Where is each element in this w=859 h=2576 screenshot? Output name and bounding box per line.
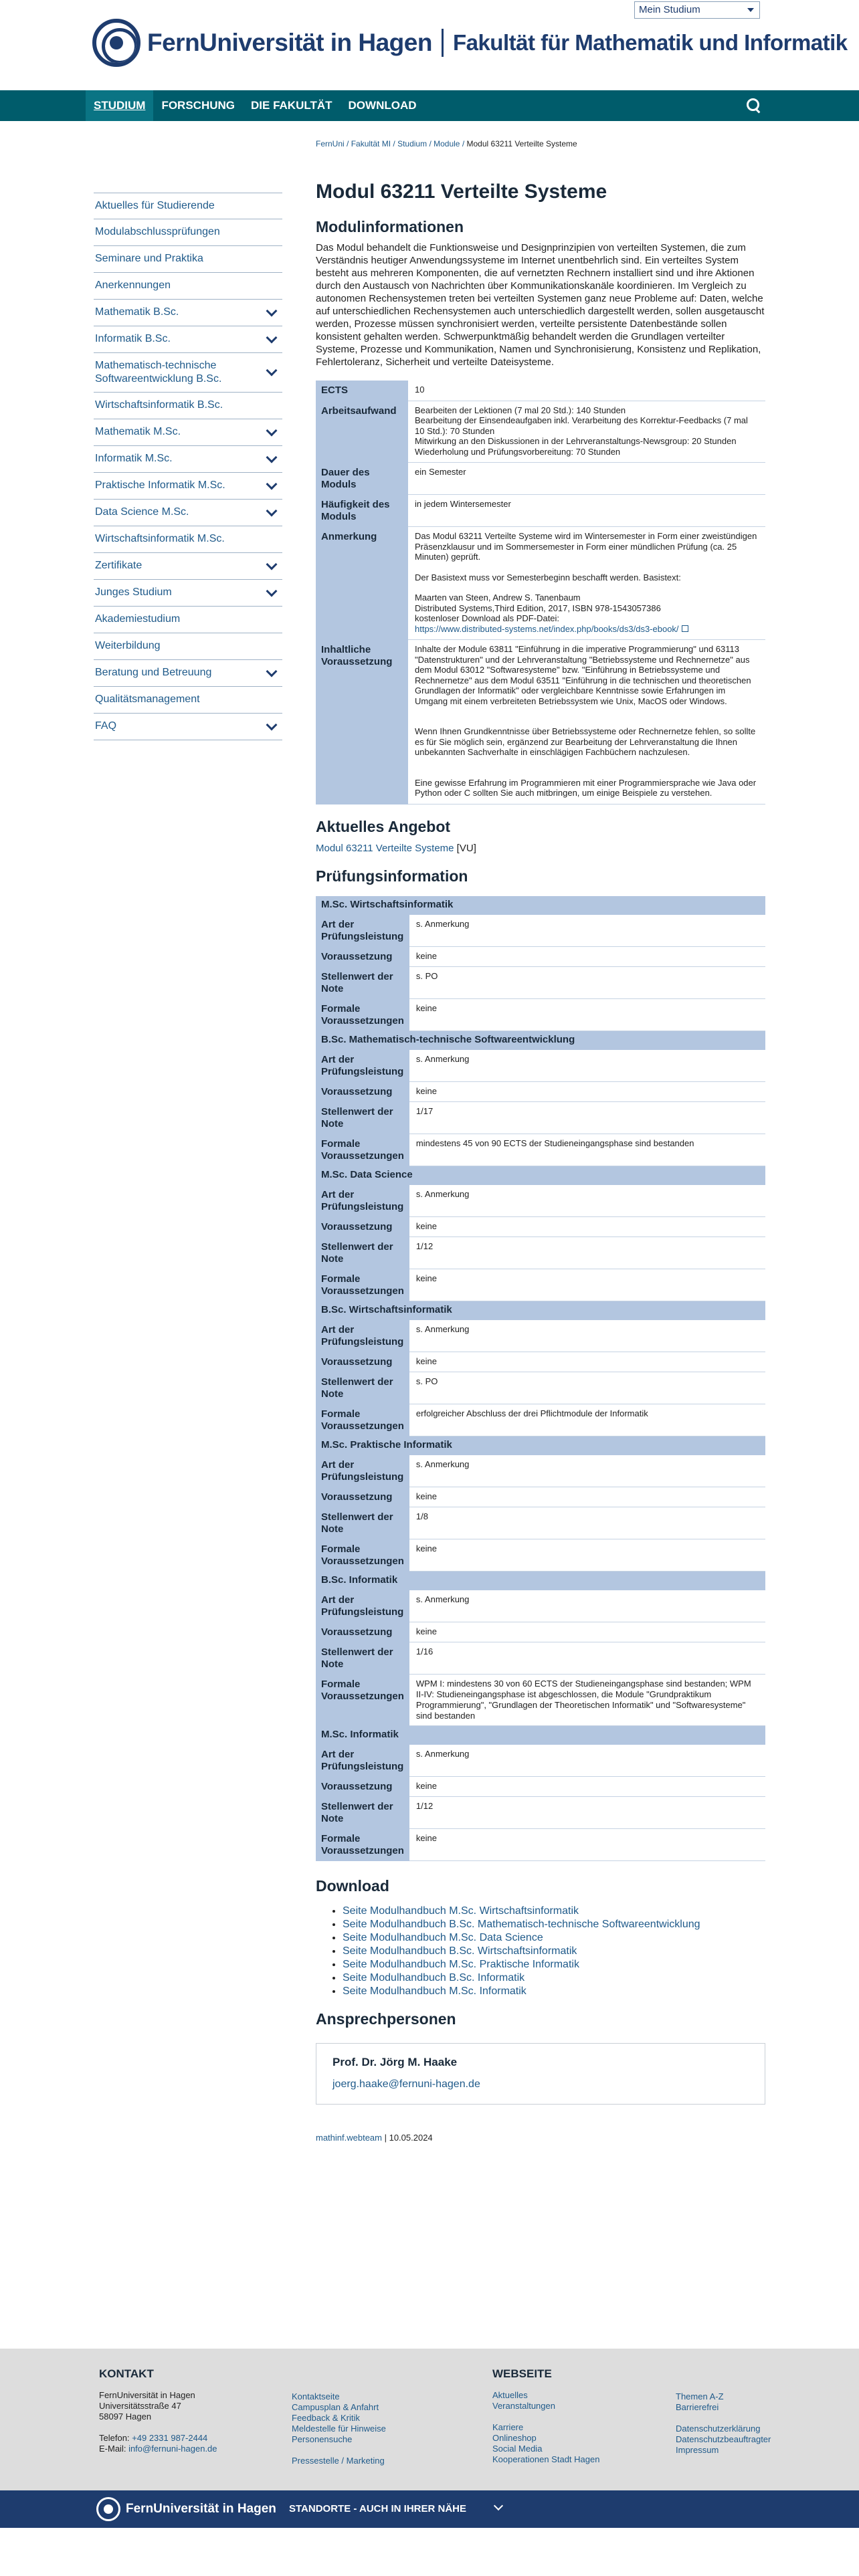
table-row — [316, 1829, 765, 1861]
footer-link[interactable]: Impressum — [676, 2445, 719, 2455]
breadcrumb-studium[interactable]: Studium — [397, 139, 427, 148]
footer-link[interactable]: Datenschutzbeauftragter — [676, 2434, 771, 2444]
aufwand-line: Bearbeitung der Einsendeaufgaben inkl. Verarbeitung des Korrektur-Feedbacks (7 mal 10 Std.): 70 Stunden — [415, 415, 748, 436]
art-value: s. Anmerkung — [409, 1050, 765, 1082]
bottom-logo-text: FernUniversität in Hagen — [126, 2502, 276, 2516]
sidebar-navigation — [94, 193, 282, 740]
anmerkung-text: Der Basistext muss vor Semesterbeginn beschafft werden. Basistext: — [415, 572, 681, 582]
footer-email-link[interactable]: info@fernuni-hagen.de — [128, 2444, 217, 2454]
address-line: FernUniversität in Hagen — [99, 2390, 195, 2400]
sidebar-item[interactable] — [94, 393, 282, 419]
aufwand-line: Wiederholung und Prüfungsvorbereitung: 70 Stunden — [415, 446, 621, 457]
sidebar-item[interactable] — [94, 473, 282, 500]
formale-value: WPM I: mindestens 30 von 60 ECTS der Studieneingangsphase sind bestanden; WPM II-IV: Studieneingangsphase ist abgeschlossen, die Module "Grundpraktikum Programmierung", "Grundlagen der Theoretischen Informatik" und "Softwaresysteme" sind bestanden — [409, 1675, 765, 1726]
list-item — [343, 1985, 765, 1998]
sidebar-item-label: Weiterbildung — [95, 640, 161, 651]
breadcrumb-current: Modul 63211 Verteilte Systeme — [466, 139, 577, 148]
footer-link[interactable]: Feedback & Kritik — [292, 2413, 360, 2423]
footer-webseite — [492, 2369, 653, 2465]
chevron-down-icon[interactable] — [266, 558, 278, 570]
voraussetzung-text: Inhalte der Module 63811 "Einführung in die imperative Programmierung" und 63113 "Datenstrukturen" und der Lehrveranstaltung "Betriebssysteme und Rechnernetze" aus dem Modul 63012 "Softwaresysteme" bzw. "Einführung in Betriebssysteme und Rechnernetze" aus dem Modul 63511 "Einführung in die technischen und theoretischen Grundlagen der Informatik" oder vergleichbare Kenntnisse sowie Erfahrungen im Umgang mit einem verbreiteten Betriebssystem wie Unix, MacOS oder Windows. — [415, 644, 751, 706]
formale-label: Formale Voraussetzungen — [316, 1134, 409, 1166]
dauer-value: ein Semester — [408, 463, 765, 495]
sidebar-item-label: Data Science M.Sc. — [95, 506, 189, 518]
sidebar-item[interactable] — [94, 500, 282, 526]
footer-link[interactable]: Personensuche — [292, 2434, 353, 2444]
footer-links-1 — [292, 2391, 425, 2466]
sidebar-item[interactable] — [94, 300, 282, 326]
haeufigkeit-label: Häufigkeit des Moduls — [316, 495, 408, 527]
voraussetzung-value: keine — [409, 1487, 765, 1507]
voraussetzung-label: Voraussetzung — [316, 947, 409, 967]
sidebar-item-label: Seminare und Praktika — [95, 253, 203, 264]
table-row — [316, 1642, 765, 1675]
voraussetzung-value: keine — [409, 1217, 765, 1237]
program-header: M.Sc. Wirtschaftsinformatik — [316, 896, 765, 915]
contact-card — [316, 2043, 765, 2105]
download-heading: Download — [316, 1877, 389, 1895]
footer-kontakt-heading: KONTAKT — [99, 2367, 154, 2380]
voraussetzung-value — [408, 640, 765, 804]
nav-studium[interactable]: STUDIUM — [86, 90, 153, 121]
art-value: s. Anmerkung — [409, 1320, 765, 1352]
page-title: Modul 63211 Verteilte Systeme — [316, 181, 607, 203]
book-line: Distributed Systems,Third Edition, 2017, ISBN 978-1543057386 — [415, 603, 661, 613]
footer-webseite-heading: WEBSEITE — [492, 2367, 552, 2380]
stellenwert-value: 1/12 — [409, 1237, 765, 1269]
footer-link[interactable]: Datenschutzerklärung — [676, 2424, 761, 2434]
art-value: s. Anmerkung — [409, 1185, 765, 1217]
voraussetzung-text: Wenn Ihnen Grundkenntnisse über Betriebssysteme oder Rechnernetze fehlen, so sollte es für Sie möglich sein, ergänzend zur Bearbeitung der Lehrveranstaltung die Ihnen unbekannten Sachverhalte in einschlägigen Fachbüchern nachzulesen. — [415, 726, 756, 757]
stellenwert-value: 1/8 — [409, 1507, 765, 1539]
chevron-down-icon[interactable] — [266, 425, 278, 436]
last-updated: | 10.05.2024 — [382, 2133, 433, 2143]
art-label: Art der Prüfungsleistung — [316, 1185, 409, 1217]
stellenwert-label: Stellenwert der Note — [316, 1797, 409, 1829]
formale-label: Formale Voraussetzungen — [316, 999, 409, 1031]
book-line: Maarten van Steen, Andrew S. Tanenbaum — [415, 593, 581, 603]
sidebar-item[interactable] — [94, 714, 282, 740]
site-header — [0, 0, 859, 90]
art-label: Art der Prüfungsleistung — [316, 1455, 409, 1487]
art-label: Art der Prüfungsleistung — [316, 1050, 409, 1082]
table-row — [316, 1185, 765, 1217]
footer-link[interactable]: Barrierefrei — [676, 2402, 719, 2412]
sidebar-item[interactable] — [94, 580, 282, 607]
email-line — [99, 2444, 273, 2454]
sidebar-item[interactable] — [94, 553, 282, 580]
voraussetzung-text: Eine gewisse Erfahrung im Programmieren mit einer Programmiersprache wie Java oder Python oder C sollten Sie auch mitbringen, um einige Beispiele zu verstehen. — [415, 777, 757, 798]
footer-kontakt — [99, 2369, 273, 2454]
sidebar-item[interactable] — [94, 633, 282, 660]
table-row — [316, 1320, 765, 1352]
mein-studium-select[interactable] — [634, 1, 760, 19]
main-content — [316, 139, 765, 2143]
formale-value: keine — [409, 1829, 765, 1861]
university-logo[interactable] — [92, 19, 848, 67]
haeufigkeit-value: in jedem Wintersemester — [408, 495, 765, 527]
search-icon[interactable] — [747, 98, 761, 113]
program-header: B.Sc. Mathematisch-technische Softwareentwicklung — [316, 1031, 765, 1050]
footer-link[interactable]: Social Media — [492, 2444, 543, 2454]
list-item — [343, 1931, 765, 1945]
breadcrumb-sep: / — [391, 139, 398, 148]
stellenwert-label: Stellenwert der Note — [316, 1102, 409, 1134]
art-value: s. Anmerkung — [409, 915, 765, 947]
voraussetzung-label: Voraussetzung — [316, 1622, 409, 1642]
sidebar-item-label: Qualitätsmanagement — [95, 693, 200, 705]
sidebar-item[interactable] — [94, 526, 282, 553]
chevron-down-icon[interactable] — [266, 451, 278, 463]
stellenwert-value: 1/17 — [409, 1102, 765, 1134]
sidebar-item-label: Mathematik M.Sc. — [95, 426, 181, 437]
footer-link[interactable]: Veranstaltungen — [492, 2401, 555, 2411]
sidebar-item[interactable] — [94, 353, 282, 393]
stellenwert-label: Stellenwert der Note — [316, 1642, 409, 1675]
voraussetzung-label: Voraussetzung — [316, 1082, 409, 1102]
chevron-down-icon[interactable] — [266, 665, 278, 677]
download-link[interactable]: Seite Modulhandbuch B.Sc. Wirtschaftsinformatik — [343, 1945, 577, 1957]
breadcrumb-sep: / — [344, 139, 351, 148]
formale-label: Formale Voraussetzungen — [316, 1404, 409, 1436]
list-item — [343, 1971, 765, 1985]
table-row — [316, 1590, 765, 1622]
footer-link[interactable]: Pressestelle / Marketing — [292, 2456, 385, 2466]
address-line: 58097 Hagen — [99, 2411, 152, 2422]
program-header: B.Sc. Wirtschaftsinformatik — [316, 1301, 765, 1320]
nav-forschung[interactable]: FORSCHUNG — [161, 99, 235, 112]
voraussetzung-value: keine — [409, 1622, 765, 1642]
angebot-entry — [316, 843, 765, 854]
fernuni-logo-icon — [96, 2497, 120, 2521]
table-row — [316, 1237, 765, 1269]
sidebar-item[interactable] — [94, 607, 282, 633]
breadcrumb-module[interactable]: Module — [434, 139, 460, 148]
formale-value: keine — [409, 1539, 765, 1572]
info-heading: Modulinformationen — [316, 218, 464, 235]
pruefung-heading: Prüfungsinformation — [316, 867, 468, 885]
sidebar-item-label: Anerkennungen — [95, 280, 171, 291]
external-link-icon — [682, 625, 688, 632]
art-value: s. Anmerkung — [409, 1745, 765, 1777]
table-row — [316, 1404, 765, 1436]
bottom-logo[interactable] — [96, 2497, 276, 2521]
program-header: M.Sc. Data Science — [316, 1166, 765, 1185]
sidebar-item-label: Mathematik B.Sc. — [95, 306, 179, 318]
angebot-link[interactable]: Modul 63211 Verteilte Systeme — [316, 842, 454, 854]
breadcrumb-fernuni[interactable]: FernUni — [316, 139, 345, 148]
program-header: M.Sc. Praktische Informatik — [316, 1436, 765, 1455]
list-item — [343, 1958, 765, 1971]
stellenwert-label: Stellenwert der Note — [316, 1507, 409, 1539]
standorte-link[interactable]: STANDORTE - AUCH IN IHRER NÄHE — [289, 2503, 466, 2514]
contact-email-link[interactable]: joerg.haake@fernuni-hagen.de — [332, 2078, 480, 2090]
voraussetzung-value: keine — [409, 1777, 765, 1797]
address-line: Universitätsstraße 47 — [99, 2401, 181, 2411]
chevron-down-icon[interactable] — [266, 719, 278, 730]
voraussetzung-value: keine — [409, 1082, 765, 1102]
sidebar-item[interactable] — [94, 419, 282, 446]
sidebar-item-label: Akademiestudium — [95, 613, 181, 625]
download-link[interactable]: Seite Modulhandbuch M.Sc. Data Science — [343, 1932, 543, 1943]
download-link[interactable]: Seite Modulhandbuch B.Sc. Mathematisch-technische Softwareentwicklung — [343, 1919, 700, 1930]
chevron-down-icon — [747, 8, 754, 12]
dauer-label: Dauer des Moduls — [316, 463, 408, 495]
table-row — [316, 1797, 765, 1829]
sidebar-item[interactable] — [94, 246, 282, 273]
anmerkung-value — [408, 527, 765, 640]
sidebar-item-label: Wirtschaftsinformatik B.Sc. — [95, 399, 223, 411]
art-label: Art der Prüfungsleistung — [316, 1745, 409, 1777]
table-row — [316, 915, 765, 947]
voraussetzung-label: Voraussetzung — [316, 1352, 409, 1372]
download-link[interactable]: Seite Modulhandbuch M.Sc. Informatik — [343, 1985, 527, 1997]
sidebar-item-label: Junges Studium — [95, 586, 172, 598]
sidebar-item-label: Informatik B.Sc. — [95, 333, 171, 344]
voraussetzung-label: Inhaltliche Voraussetzung — [316, 640, 408, 804]
chevron-down-icon[interactable] — [266, 332, 278, 343]
download-link[interactable]: Seite Modulhandbuch M.Sc. Wirtschaftsinformatik — [343, 1905, 579, 1917]
table-row — [316, 1455, 765, 1487]
faculty-name: Fakultät für Mathematik und Informatik — [452, 30, 848, 55]
footer-links-3 — [676, 2391, 809, 2456]
footer-link[interactable]: Karriere — [492, 2422, 524, 2432]
voraussetzung-label: Voraussetzung — [316, 1777, 409, 1797]
formale-value: keine — [409, 1269, 765, 1301]
phone-link[interactable]: +49 2331 987-2444 — [132, 2433, 208, 2443]
stellenwert-label: Stellenwert der Note — [316, 967, 409, 999]
program-header: B.Sc. Informatik — [316, 1572, 765, 1590]
table-row — [316, 1622, 765, 1642]
anmerkung-label: Anmerkung — [316, 527, 408, 640]
footer-link[interactable]: Campusplan & Anfahrt — [292, 2402, 379, 2412]
art-label: Art der Prüfungsleistung — [316, 915, 409, 947]
stellenwert-value: 1/16 — [409, 1642, 765, 1675]
phone-label: Telefon: — [99, 2433, 132, 2443]
angebot-suffix: [VU] — [454, 842, 476, 854]
book-line: kostenloser Download als PDF-Datei: — [415, 613, 560, 623]
table-row — [316, 1050, 765, 1082]
table-row — [316, 967, 765, 999]
chevron-down-icon[interactable] — [266, 585, 278, 597]
sidebar-item[interactable] — [94, 660, 282, 687]
table-row — [316, 1487, 765, 1507]
module-description: Das Modul behandelt die Funktionsweise und Designprinzipien von verteilten Systemen, die zum Verständnis heutiger Anwendungssysteme im Internet unentbehrlich sind. Ein verteiltes System besteht aus mehreren Komponenten, die auf vernetzten Rechnern installiert sind und ihre Aktionen durch den Austausch von Nachrichten über Kommunikationskanäle koordinieren. Im Vergleich zu autonomen Rechensystemen treten bei verteilten Systemen ganz neue Probleme auf: Daten, welche auf unterschiedlichen Rechensystemen auch unterschiedlich dargestellt werden, sollen ausgetauscht werden, Prozesse müssen synchronisiert werden, verteilte persistente Datenbestände sollen konsistent gehalten werden. Schwerpunktmäßig behandelt werden die Grundlagen verteilter Systeme, Prozesse und Kommunikation, Namen und Synchronisierung, Konsistenz und Replikation, Fehlertoleranz, Sicherheit und verteilte Dateisysteme. — [316, 242, 765, 368]
art-label: Art der Prüfungsleistung — [316, 1590, 409, 1622]
download-list — [316, 1905, 765, 1998]
table-row — [316, 947, 765, 967]
table-row — [316, 1372, 765, 1404]
logo-text: FernUniversität in Hagen — [147, 29, 432, 56]
formale-label: Formale Voraussetzungen — [316, 1675, 409, 1726]
aufwand-label: Arbeitsaufwand — [316, 401, 408, 463]
sidebar-item-label: Modulabschlussprüfungen — [95, 226, 220, 237]
download-link[interactable]: Seite Modulhandbuch B.Sc. Informatik — [343, 1972, 525, 1983]
voraussetzung-label: Voraussetzung — [316, 1217, 409, 1237]
anmerkung-text: Das Modul 63211 Verteilte Systeme wird im Wintersemester in Form einer zweistündigen Präsenzklausur und im Sommersemester in Form einer mündlichen Prüfung (ca. 25 Minuten) geprüft. — [415, 531, 757, 562]
module-info-table — [316, 381, 765, 804]
stellenwert-label: Stellenwert der Note — [316, 1372, 409, 1404]
stellenwert-value: s. PO — [409, 1372, 765, 1404]
webteam-link[interactable]: mathinf.webteam — [316, 2133, 382, 2143]
download-link[interactable]: Seite Modulhandbuch M.Sc. Praktische Informatik — [343, 1959, 579, 1970]
contact-heading: Ansprechpersonen — [316, 2010, 456, 2028]
list-item — [343, 1918, 765, 1931]
table-row — [316, 1745, 765, 1777]
sidebar-item[interactable] — [94, 446, 282, 473]
formale-value: mindestens 45 von 90 ECTS der Studieneingangsphase sind bestanden — [409, 1134, 765, 1166]
angebot-heading: Aktuelles Angebot — [316, 817, 451, 835]
sidebar-item-label: Zertifikate — [95, 560, 142, 571]
formale-label: Formale Voraussetzungen — [316, 1269, 409, 1301]
list-item — [343, 1905, 765, 1918]
formale-value: erfolgreicher Abschluss der drei Pflichtmodule der Informatik — [409, 1404, 765, 1436]
nav-die-fakultaet[interactable]: DIE FAKULTÄT — [251, 99, 332, 112]
footer-link[interactable]: Kooperationen Stadt Hagen — [492, 2454, 600, 2464]
footer-link[interactable]: Onlineshop — [492, 2433, 537, 2443]
main-navigation — [0, 90, 859, 121]
sidebar-item-label: Informatik M.Sc. — [95, 453, 173, 464]
art-label: Art der Prüfungsleistung — [316, 1320, 409, 1352]
contact-name: Prof. Dr. Jörg M. Haake — [332, 2056, 458, 2068]
sidebar-item[interactable] — [94, 219, 282, 246]
select-value: Mein Studium — [639, 4, 700, 15]
sidebar-item-label: Wirtschaftsinformatik M.Sc. — [95, 533, 225, 544]
art-value: s. Anmerkung — [409, 1455, 765, 1487]
phone-line — [99, 2433, 273, 2444]
table-row — [316, 1352, 765, 1372]
stellenwert-value: 1/12 — [409, 1797, 765, 1829]
logo-divider — [442, 29, 444, 57]
sidebar-item[interactable] — [94, 273, 282, 300]
breadcrumb — [316, 139, 765, 148]
table-row — [316, 1675, 765, 1726]
site-footer — [0, 2349, 859, 2490]
list-item — [343, 1945, 765, 1958]
ects-label: ECTS — [316, 381, 408, 401]
footer-link[interactable]: Themen A-Z — [676, 2391, 724, 2401]
table-row — [316, 1507, 765, 1539]
sidebar-item-label: FAQ — [95, 720, 117, 732]
email-label: E-Mail: — [99, 2444, 129, 2454]
sidebar-item-label: Aktuelles für Studierende — [95, 200, 215, 211]
sidebar-item[interactable] — [94, 326, 282, 353]
table-row — [316, 1134, 765, 1166]
sidebar-item-label: Praktische Informatik M.Sc. — [95, 479, 225, 491]
sidebar-item-label: Mathematisch-technische Softwareentwicklung B.Sc. — [95, 360, 222, 385]
stellenwert-value: s. PO — [409, 967, 765, 999]
page-meta — [316, 2133, 765, 2143]
nav-download[interactable]: DOWNLOAD — [348, 99, 417, 112]
chevron-down-icon[interactable] — [266, 505, 278, 516]
formale-label: Formale Voraussetzungen — [316, 1829, 409, 1861]
art-value: s. Anmerkung — [409, 1590, 765, 1622]
table-row — [316, 1217, 765, 1237]
chevron-down-icon[interactable] — [266, 365, 278, 377]
program-header: M.Sc. Informatik — [316, 1726, 765, 1745]
footer-link[interactable]: Aktuelles — [492, 2390, 528, 2400]
formale-value: keine — [409, 999, 765, 1031]
bottom-bar — [0, 2490, 859, 2528]
table-row — [316, 1777, 765, 1797]
voraussetzung-value: keine — [409, 1352, 765, 1372]
sidebar-item-label: Beratung und Betreuung — [95, 667, 212, 678]
stellenwert-label: Stellenwert der Note — [316, 1237, 409, 1269]
fernuni-logo-icon — [92, 19, 140, 67]
footer-link[interactable]: Meldestelle für Hinweise — [292, 2424, 386, 2434]
chevron-down-icon[interactable] — [266, 478, 278, 490]
voraussetzung-value: keine — [409, 947, 765, 967]
breadcrumb-fakultaet[interactable]: Fakultät MI — [351, 139, 391, 148]
table-row — [316, 999, 765, 1031]
chevron-down-icon[interactable] — [494, 2501, 503, 2510]
footer-link[interactable]: Kontaktseite — [292, 2391, 340, 2401]
aufwand-line: Bearbeiten der Lektionen (7 mal 20 Std.): 140 Stunden — [415, 405, 626, 415]
sidebar-item[interactable] — [94, 193, 282, 219]
breadcrumb-sep: / — [460, 139, 467, 148]
breadcrumb-sep: / — [427, 139, 434, 148]
pruefung-table — [316, 896, 765, 1862]
ebook-link[interactable]: https://www.distributed-systems.net/index.php/books/ds3/ds3-ebook/ — [415, 623, 679, 634]
table-row — [316, 1082, 765, 1102]
table-row — [316, 1269, 765, 1301]
sidebar-item[interactable] — [94, 687, 282, 714]
table-row — [316, 1539, 765, 1572]
aufwand-line: Mitwirkung an den Diskussionen in der Lehrveranstaltungs-Newsgroup: 20 Stunden — [415, 436, 737, 446]
aufwand-value — [408, 401, 765, 463]
formale-label: Formale Voraussetzungen — [316, 1539, 409, 1572]
chevron-down-icon[interactable] — [266, 305, 278, 316]
ects-value: 10 — [408, 381, 765, 401]
table-row — [316, 1102, 765, 1134]
voraussetzung-label: Voraussetzung — [316, 1487, 409, 1507]
